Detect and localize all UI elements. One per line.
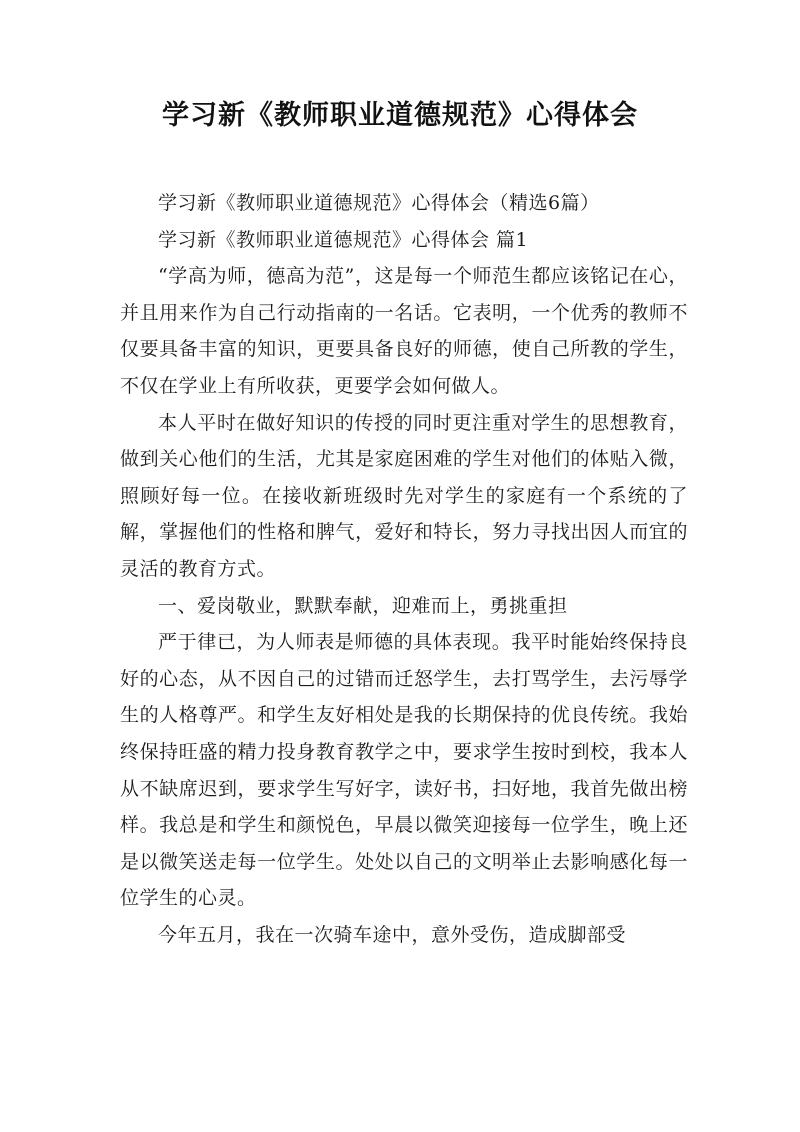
paragraph: 本人平时在做好知识的传授的同时更注重对学生的思想教育，做到关心他们的生活，尤其是家庭困难的学生对他们的体贴入微，照顾好每一位。在接收新班级时先对学生的家庭有一个系统的了解，掌握他们的性格和脾气，爱好和特长，努力寻找出因人而宜的灵活的教育方式。 [120, 411, 688, 580]
paragraph-heading: 一、爱岗敬业，默默奉献，迎难而上，勇挑重担 [158, 594, 568, 617]
paragraph: 今年五月，我在一次骑车途中，意外受伤，造成脚部受 [158, 923, 627, 946]
paragraph: 严于律已，为人师表是师德的具体表现。我平时能始终保持良好的心态，从不因自己的过错而迁怒学生，去打骂学生，去污辱学生的人格尊严。和学生友好相处是我的长期保持的优良传统。我始终保持旺盛的精力投身教育教学之中，要求学生按时到校，我本人从不缺席迟到，要求学生写好字，读好书，扫好地，我首先做出榜样。我总是和学生和颜悦色，早晨以微笑迎接每一位学生，晚上还是以微笑送走每一位学生。处处以自己的文明举止去影响感化每一位学生的心灵。 [120, 631, 688, 910]
document-title: 学习新《教师职业道德规范》心得体会 [162, 100, 638, 131]
document-body [120, 185, 688, 953]
paragraph: “学高为师，德高为范”，这是每一个师范生都应该铭记在心，并且用来作为自己行动指南的一名话。它表明，一个优秀的教师不仅要具备丰富的知识，更要具备良好的师德，使自己所教的学生，不仅在学业上有所收获，更要学会如何做人。 [120, 265, 688, 397]
paragraph-section-heading: 学习新《教师职业道德规范》心得体会 篇1 [158, 228, 529, 251]
paragraph-subtitle: 学习新《教师职业道德规范》心得体会（精选6篇） [158, 192, 600, 214]
